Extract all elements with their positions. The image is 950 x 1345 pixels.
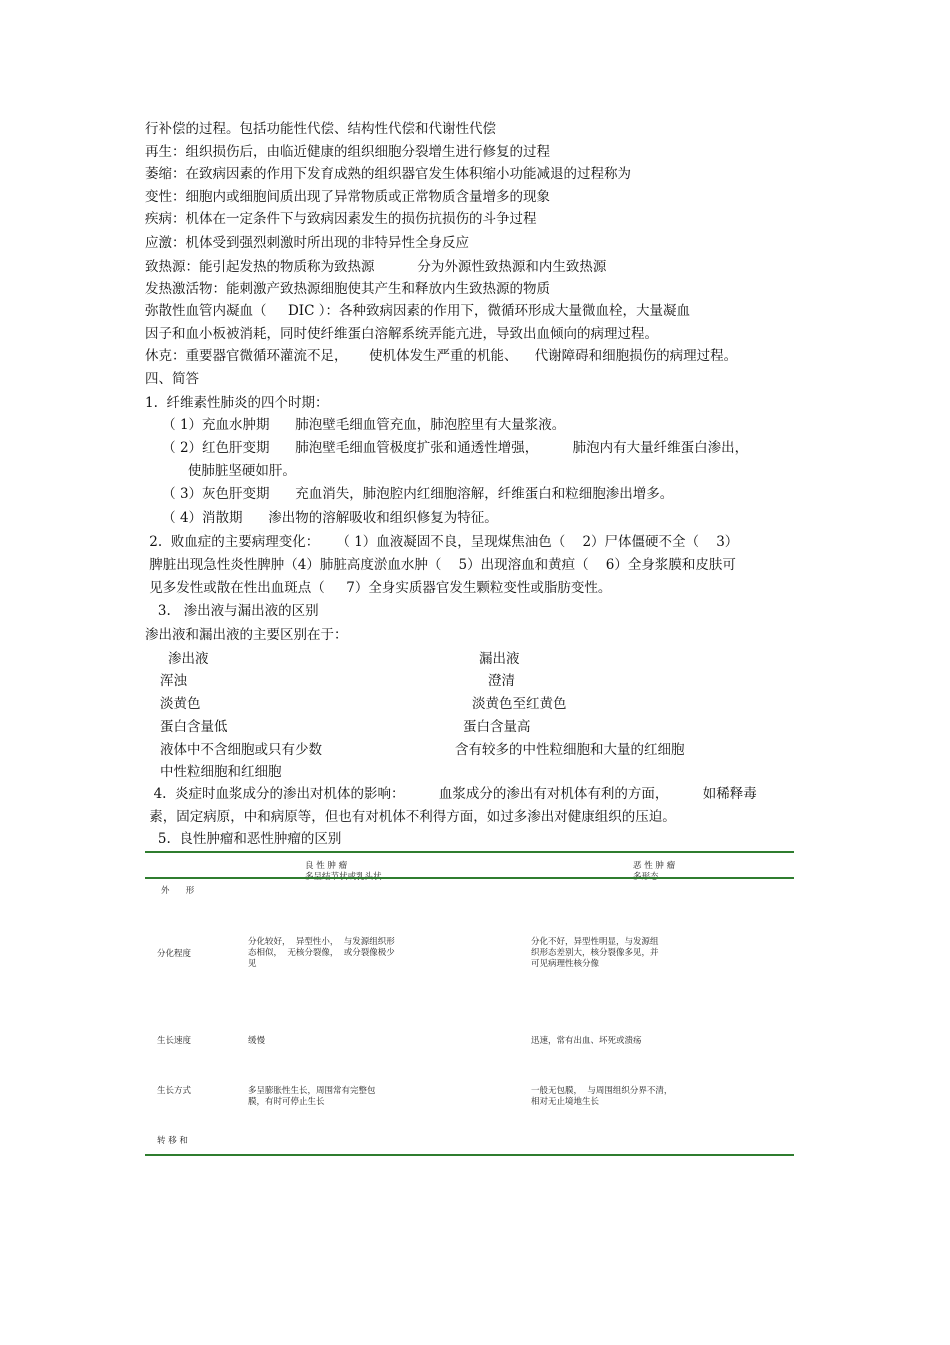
line-20: 脾脏出现急性炎性脾肿（4）肺脏高度淤血水肿（ 5）出现溶血和黄疸（ 6）全身浆膜和皮肤可 [145, 557, 736, 573]
compare-left-cell: 液体中不含细胞或只有少数 [160, 742, 322, 758]
line-9: 弥散性血管内凝血（ DIC ）：各种致病因素的作用下，微循环形成大量微血栓，大量凝血 [145, 303, 690, 319]
table-cell-malignant: 分化不好，异型性明显，与发源组 织形态差别大，核分裂像多见，并 可见病理性核分像 [531, 937, 659, 969]
table-cell-benign: 缓慢 [248, 1036, 266, 1046]
table-cell-malignant: 一般无包膜， 与周围组织分界不清， 相对无止境地生长 [531, 1086, 673, 1107]
line-26: 5. 良性肿瘤和恶性肿瘤的区别 [145, 831, 342, 847]
compare-right-cell: 淡黄色至红黄色 [472, 696, 567, 712]
table-row-label: 外 形 [161, 886, 195, 896]
table-bottom-rule [145, 1154, 794, 1156]
line-10: 因子和血小板被消耗，同时使纤维蛋白溶解系统弄能亢进，导致出血倾向的病理过程。 [145, 326, 658, 342]
line-15: （ 2）红色肝变期 肺泡壁毛细血管极度扩张和通透性增强， 肺泡内有大量纤维蛋白渗出， [145, 440, 749, 456]
table-header-benign: 良 性 肿 瘤 [305, 861, 348, 871]
line-19: 2. 败血症的主要病理变化： （ 1）血液凝固不良，呈现煤焦油色（ 2）尸体僵硬不全（ 3） [145, 534, 739, 550]
compare-left-cell: 淡黄色 [160, 696, 201, 712]
compare-right-cell: 含有较多的中性粒细胞和大量的红细胞 [455, 742, 685, 758]
line-13: 1. 纤维素性肺炎的四个时期： [145, 395, 329, 411]
compare-right-cell: 蛋白含量高 [463, 719, 531, 735]
table-row-label: 转 移 和 [157, 1136, 188, 1146]
line-11: 休克：重要器官微循环灌流不足， 使机体发生严重的机能、 代谢障碍和细胞损伤的病理过程。 [145, 348, 738, 364]
table-header-rule [145, 877, 794, 879]
table-cell-malignant: 迅速，常有出血、坏死或溃疡 [531, 1036, 642, 1046]
table-row-label: 分化程度 [157, 949, 192, 959]
table-row-label: 生长速度 [157, 1036, 192, 1046]
line-8: 发热激活物：能刺激产致热源细胞使其产生和释放内生致热源的物质 [145, 281, 550, 297]
line-7: 致热源：能引起发热的物质称为致热源 分为外源性致热源和内生致热源 [145, 259, 607, 275]
compare-right-header: 漏出液 [479, 651, 520, 667]
line-14: （ 1）充血水肿期 肺泡壁毛细血管充血，肺泡腔里有大量浆液。 [145, 417, 566, 433]
line-3: 萎缩：在致病因素的作用下发育成熟的组织器官发生体积缩小功能减退的过程称为 [145, 166, 631, 182]
compare-right-cell: 澄清 [488, 673, 515, 689]
line-6: 应激：机体受到强烈刺激时所出现的非特异性全身反应 [145, 235, 469, 251]
line-21: 见多发性或散在性出血斑点（ 7）全身实质器官发生颗粒变性或脂肪变性。 [145, 580, 612, 596]
table-row-label: 生长方式 [157, 1086, 192, 1096]
table-header-malignant: 恶 性 肿 瘤 [633, 861, 676, 871]
compare-left-header: 渗出液 [168, 651, 209, 667]
line-23: 渗出液和漏出液的主要区别在于： [145, 627, 348, 643]
line-17: （ 3）灰色肝变期 充血消失，肺泡腔内红细胞溶解，纤维蛋白和粒细胞渗出增多。 [145, 486, 674, 502]
table-cell-benign: 分化较好， 异型性小， 与发源组织形 态相似， 无核分裂像， 或分裂像极少 见 [248, 937, 395, 969]
table-cell-malignant: 多形态 [633, 872, 659, 882]
table-cell-benign: 多呈结节状或乳头状 [305, 872, 382, 882]
compare-left-cell: 蛋白含量低 [160, 719, 228, 735]
line-12: 四、简答 [145, 371, 199, 387]
line-2: 再生：组织损伤后，由临近健康的组织细胞分裂增生进行修复的过程 [145, 144, 550, 160]
line-1: 行补偿的过程。包括功能性代偿、结构性代偿和代谢性代偿 [145, 121, 496, 137]
compare-left-cell: 浑浊 [160, 673, 187, 689]
table-top-rule [145, 851, 794, 853]
line-5: 疾病：机体在一定条件下与致病因素发生的损伤抗损伤的斗争过程 [145, 211, 537, 227]
line-4: 变性：细胞内或细胞间质出现了异常物质或正常物质含量增多的现象 [145, 189, 550, 205]
compare-left-cell: 中性粒细胞和红细胞 [160, 764, 282, 780]
line-25: 素，固定病原，中和病原等，但也有对机体不利得方面，如过多渗出对健康组织的压迫。 [145, 809, 676, 825]
line-24: 4. 炎症时血浆成分的渗出对机体的影响： 血浆成分的渗出有对机体有利的方面， 如稀释毒 [145, 786, 757, 802]
table-cell-benign: 多呈膨胀性生长，周围常有完整包 膜，有时可停止生长 [248, 1086, 376, 1107]
line-18: （ 4）消散期 渗出物的溶解吸收和组织修复为特征。 [145, 510, 498, 526]
line-16: 使肺脏坚硬如肝。 [145, 463, 296, 479]
line-22: 3. 渗出液与漏出液的区别 [145, 603, 319, 619]
